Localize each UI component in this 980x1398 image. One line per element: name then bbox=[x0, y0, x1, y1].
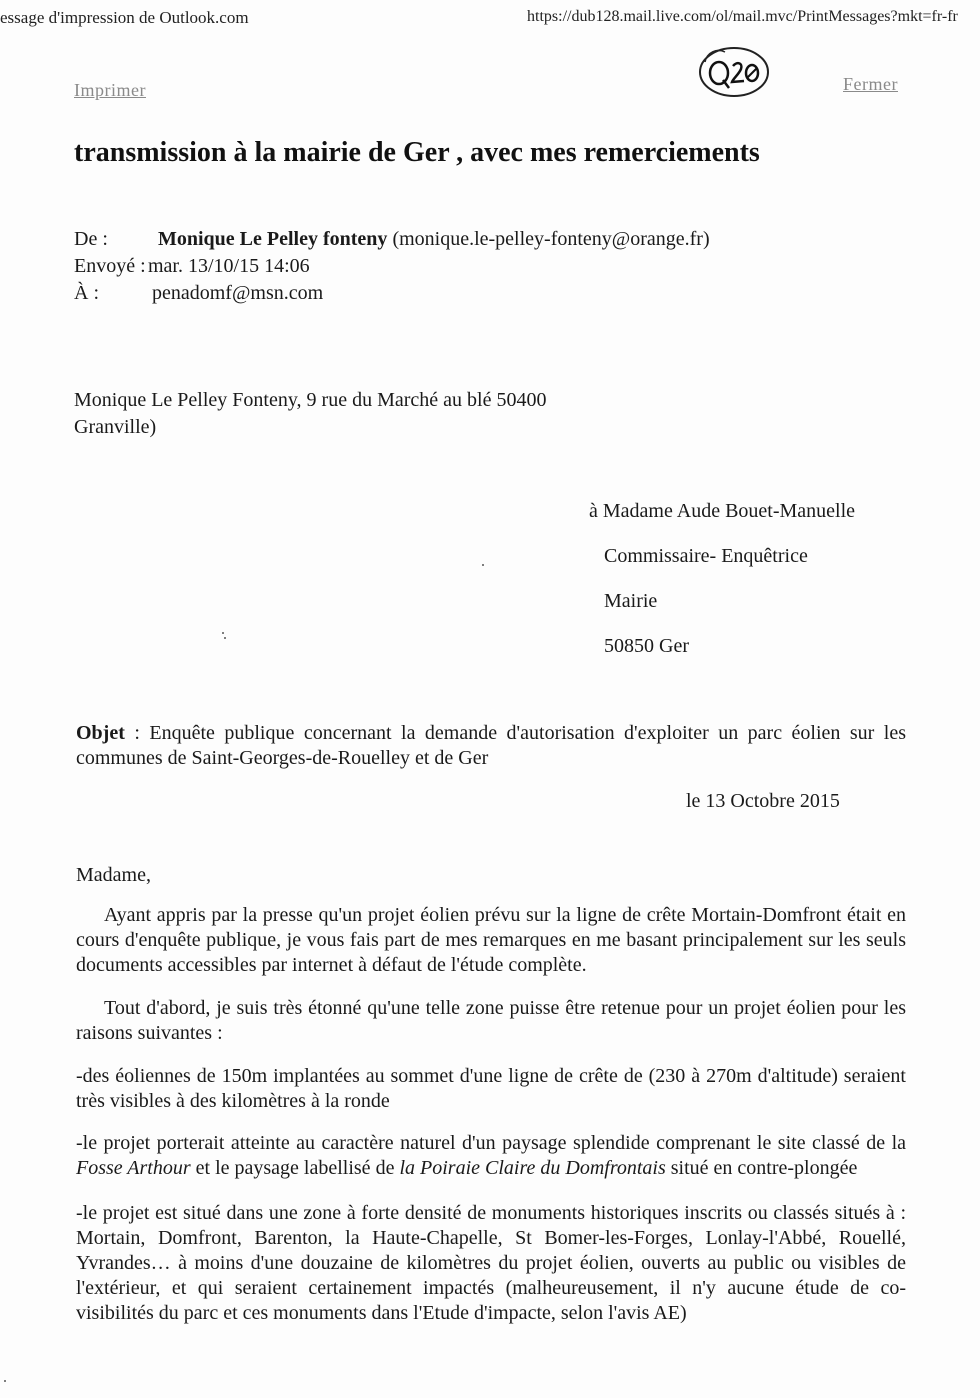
print-header-title: essage d'impression de Outlook.com bbox=[0, 8, 249, 27]
p4-part: et le paysage labellisé de bbox=[190, 1157, 400, 1179]
letter-objet bbox=[76, 721, 906, 771]
letter-paragraph bbox=[76, 1131, 906, 1181]
p4-part: -le projet porterait atteinte au caractère naturel d'un paysage splendide comprenant le site classé de la bbox=[76, 1132, 906, 1154]
handwritten-q20-mark bbox=[697, 44, 771, 100]
sent-value: mar. 13/10/15 14:06 bbox=[148, 255, 310, 277]
email-subject: transmission à la mairie de Ger , avec mes remerciements bbox=[74, 137, 760, 168]
sent-label: Envoyé : bbox=[74, 255, 146, 277]
letter-paragraph: Ayant appris par la presse qu'un projet éolien prévu sur la ligne de crête Mortain-Domfront était en cours d'enquête publique, je vous fais part de mes remarques en me basant principalement sur les seuls documents accessibles par internet à défaut de l'étude complète. bbox=[76, 904, 906, 976]
handwritten-stamp bbox=[697, 44, 771, 105]
p4-site-name: Fosse Arthour bbox=[76, 1157, 191, 1179]
scan-speck bbox=[224, 637, 226, 639]
recipient-line: Commissaire- Enquêtrice bbox=[604, 545, 808, 567]
from-name: Monique Le Pelley fonteny bbox=[158, 228, 388, 250]
close-link[interactable]: Fermer bbox=[843, 74, 898, 94]
p4-part: situé en contre-plongée bbox=[665, 1157, 858, 1179]
to-label: À : bbox=[74, 282, 99, 304]
sender-address-line2: Granville) bbox=[74, 416, 157, 438]
recipient-line: Mairie bbox=[604, 590, 658, 612]
scan-speck bbox=[222, 632, 224, 634]
recipient-line: 50850 Ger bbox=[604, 635, 689, 657]
letter-date: le 13 Octobre 2015 bbox=[686, 790, 840, 812]
from-email: (monique.le-pelley-fonteny@orange.fr) bbox=[392, 228, 710, 250]
from-value bbox=[158, 228, 710, 251]
letter-paragraph: -des éoliennes de 150m implantées au sommet d'une ligne de crête de (230 à 270m d'altitude) seraient très visibles à des kilomètres à la ronde bbox=[76, 1065, 906, 1112]
recipient-line: à Madame Aude Bouet-Manuelle bbox=[589, 500, 856, 522]
objet-text: : Enquête publique concernant la demande d'autorisation d'exploiter un parc éolien sur les communes de Saint-Georges-de-Rouelley et de Ger bbox=[76, 722, 906, 769]
print-link[interactable]: Imprimer bbox=[74, 80, 146, 100]
from-label: De : bbox=[74, 228, 108, 250]
sender-address-line1: Monique Le Pelley Fonteny, 9 rue du Marché au blé 50400 bbox=[74, 389, 547, 411]
letter-salutation: Madame, bbox=[76, 864, 151, 886]
print-header-url: https://dub128.mail.live.com/ol/mail.mvc/PrintMessages?mkt=fr-fr bbox=[527, 8, 958, 25]
p4-landscape-name: la Poiraie Claire du Domfrontais bbox=[399, 1157, 666, 1179]
to-value: penadomf@msn.com bbox=[152, 282, 324, 304]
scan-speck bbox=[482, 564, 484, 566]
objet-label: Objet bbox=[76, 722, 125, 744]
scan-speck bbox=[4, 1380, 6, 1382]
letter-paragraph: Tout d'abord, je suis très étonné qu'une telle zone puisse être retenue pour un projet éolien pour les raisons suivantes : bbox=[76, 997, 906, 1044]
letter-paragraph: -le projet est situé dans une zone à forte densité de monuments historiques inscrits ou classés situés à : Mortain, Domfront, Barenton, la Haute-Chapelle, St Bomer-les-Forges, Lonlay-l'Abbé, Rouellé, Yvrandes… à moins d'une douzaine de kilomètres du projet éolien, ouverts au public ou visibles de l'extérieur, et qui seraient certainement impactés (malheureusement, il n'y aucune étude de co-visibilités du parc et ces monuments dans l'Etude d'impacte, selon l'avis AE) bbox=[76, 1202, 906, 1324]
